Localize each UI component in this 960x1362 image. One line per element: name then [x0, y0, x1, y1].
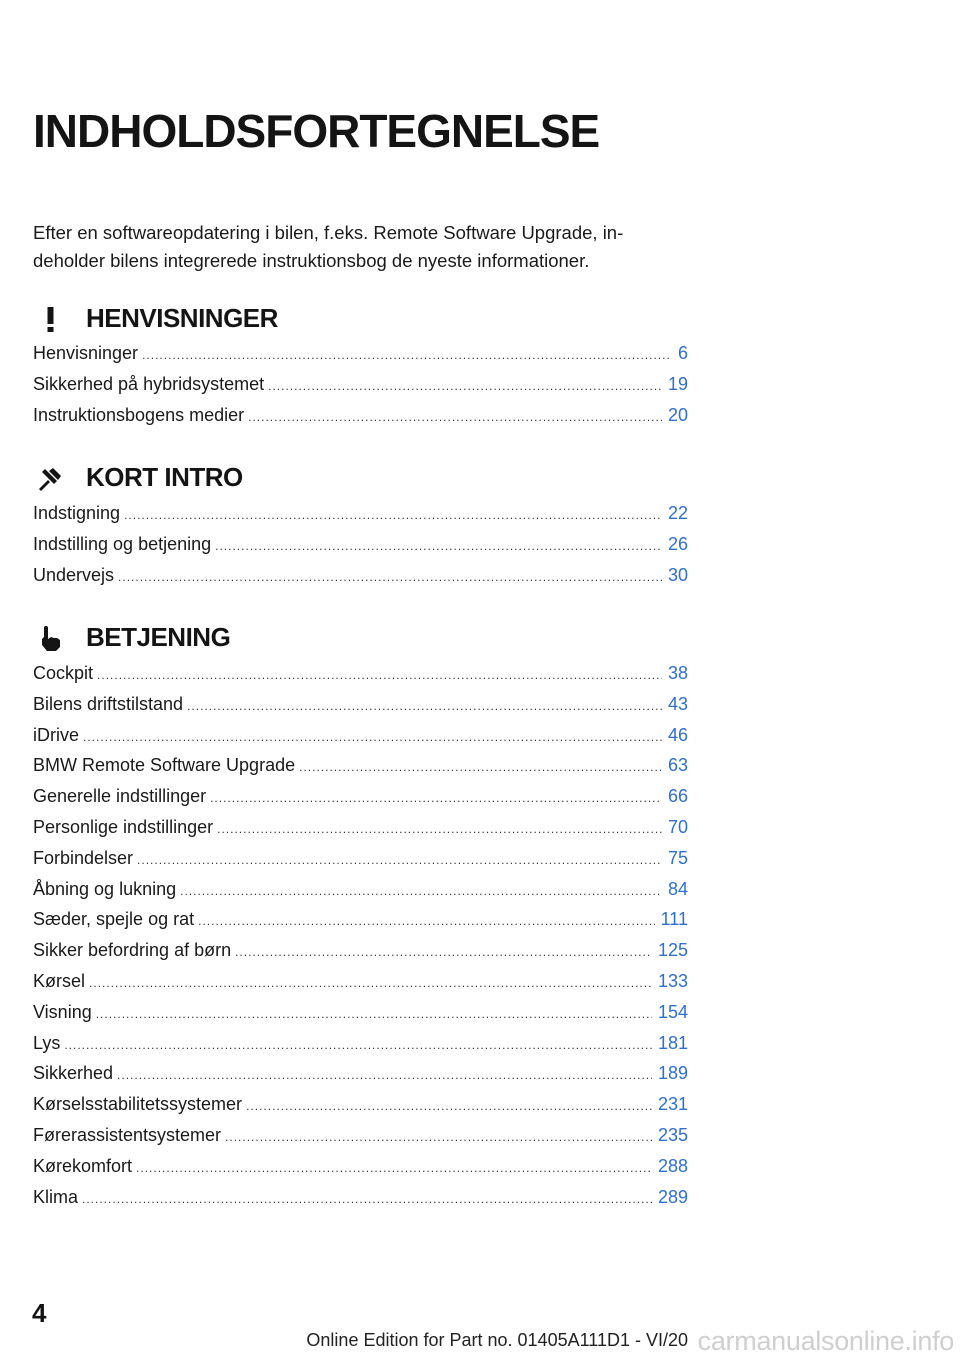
- toc-page-link[interactable]: 6: [677, 343, 688, 363]
- toc-entry[interactable]: [33, 1028, 688, 1059]
- toc-page-link[interactable]: 289: [657, 1186, 688, 1207]
- toc-entry-label: Kørsel: [33, 970, 86, 991]
- toc-page-link[interactable]: 22: [667, 503, 688, 523]
- toc-page-link[interactable]: 84: [667, 878, 688, 899]
- dot-leader: [118, 562, 662, 591]
- toc-entry[interactable]: [33, 1089, 688, 1120]
- toc-entry[interactable]: [33, 935, 688, 966]
- section-title: KORT INTRO: [86, 462, 243, 492]
- toc-page-link[interactable]: 189: [657, 1063, 688, 1084]
- toc-entry[interactable]: [33, 1151, 688, 1182]
- toc-entry[interactable]: [33, 1182, 688, 1213]
- dot-leader: [124, 500, 662, 529]
- dot-leader: [137, 845, 662, 874]
- toc-entry[interactable]: [33, 560, 688, 591]
- page-number: 4: [32, 1298, 47, 1328]
- toc-entry[interactable]: [33, 812, 688, 843]
- dot-leader: [83, 722, 662, 751]
- toc-entry[interactable]: [33, 658, 688, 689]
- toc-entry-label: Generelle indstillinger: [33, 786, 207, 807]
- toc-entry[interactable]: [33, 369, 688, 400]
- exclamation-icon: [36, 304, 66, 334]
- section-title: BETJENING: [86, 622, 231, 652]
- toc-page-link[interactable]: 288: [657, 1155, 688, 1176]
- toc-entry-label: Indstigning: [33, 503, 121, 523]
- toc-entry[interactable]: [33, 498, 688, 529]
- dot-leader: [215, 531, 662, 560]
- toc-entry[interactable]: [33, 904, 688, 935]
- dot-leader: [136, 1153, 652, 1182]
- toc-list-betjening: [33, 658, 688, 1212]
- pushpin-icon: [36, 463, 66, 493]
- dot-leader: [96, 999, 652, 1028]
- dot-leader: [180, 876, 662, 905]
- toc-entry-label: Sæder, spejle og rat: [33, 909, 195, 930]
- toc-entry[interactable]: [33, 400, 688, 431]
- toc-entry[interactable]: [33, 720, 688, 751]
- pointing-hand-icon: [36, 623, 66, 653]
- section-betjening: [0, 619, 720, 659]
- toc-entry-label: Sikkerhed: [33, 1063, 114, 1084]
- toc-page-link[interactable]: 75: [667, 847, 688, 868]
- intro-line-1: Efter en softwareopdatering i bilen, f.eks. Remote Software Upgrade, in-: [33, 222, 624, 243]
- toc-page-link[interactable]: 231: [657, 1094, 688, 1115]
- toc-entry[interactable]: [33, 966, 688, 997]
- toc-entry-label: Kørselsstabilitetssystemer: [33, 1094, 243, 1115]
- toc-entry[interactable]: [33, 843, 688, 874]
- toc-entry-label: Klima: [33, 1186, 79, 1207]
- intro-text: [33, 219, 713, 275]
- toc-entry[interactable]: [33, 338, 688, 369]
- toc-entry[interactable]: [33, 781, 688, 812]
- page-title: INDHOLDSFORTEGNELSE: [33, 105, 600, 157]
- section-header: [0, 300, 720, 340]
- dot-leader: [64, 1030, 652, 1059]
- toc-entry[interactable]: [33, 1058, 688, 1089]
- toc-entry-label: Lys: [33, 1032, 61, 1053]
- toc-page-link[interactable]: 63: [667, 755, 688, 776]
- toc-page-link[interactable]: 181: [657, 1032, 688, 1053]
- toc-page-link[interactable]: 19: [667, 373, 688, 394]
- toc-entry-label: Undervejs: [33, 564, 115, 585]
- toc-entry-label: Førerassistentsystemer: [33, 1124, 222, 1145]
- toc-entry-label: Kørekomfort: [33, 1155, 133, 1176]
- section-title: HENVISNINGER: [86, 303, 278, 333]
- toc-entry-label: Sikkerhed på hybridsystemet: [33, 373, 265, 394]
- toc-entry[interactable]: [33, 874, 688, 905]
- toc-page-link[interactable]: 46: [667, 724, 688, 745]
- toc-page-link[interactable]: 38: [667, 663, 688, 683]
- section-header: [0, 619, 720, 659]
- toc-entry-label: Visning: [33, 1001, 92, 1022]
- dot-leader: [235, 937, 652, 966]
- toc-list-kort-intro: [33, 498, 688, 590]
- toc-page-link[interactable]: 26: [667, 533, 688, 554]
- toc-entry-label: Forbindelser: [33, 847, 134, 868]
- section-henvisninger: [0, 300, 720, 340]
- toc-entry[interactable]: [33, 1120, 688, 1151]
- toc-page-link[interactable]: 235: [657, 1124, 688, 1145]
- dot-leader: [198, 906, 655, 935]
- dot-leader: [187, 691, 662, 720]
- dot-leader: [268, 371, 662, 400]
- toc-entry[interactable]: [33, 750, 688, 781]
- toc-page-link[interactable]: 43: [667, 693, 688, 714]
- toc-entry-label: BMW Remote Software Upgrade: [33, 755, 296, 776]
- dot-leader: [117, 1060, 652, 1089]
- toc-entry-label: Henvisninger: [33, 343, 139, 363]
- dot-leader: [248, 402, 662, 431]
- dot-leader: [299, 752, 662, 781]
- dot-leader: [142, 340, 672, 369]
- toc-entry-label: iDrive: [33, 724, 80, 745]
- toc-entry-label: Cockpit: [33, 663, 94, 683]
- toc-page-link[interactable]: 66: [667, 786, 688, 807]
- watermark: carmanualsonline.info: [697, 1326, 954, 1356]
- toc-entry-label: Personlige indstillinger: [33, 816, 214, 837]
- dot-leader: [89, 968, 652, 997]
- dot-leader: [246, 1091, 652, 1120]
- dot-leader: [97, 660, 662, 689]
- toc-entry-label: Sikker befordring af børn: [33, 940, 232, 961]
- dot-leader: [217, 814, 662, 843]
- intro-line-2: deholder bilens integrerede instruktionsbog de nyeste informationer.: [33, 250, 590, 271]
- toc-page-link[interactable]: 111: [660, 909, 688, 930]
- dot-leader: [210, 783, 662, 812]
- toc-page-link[interactable]: 70: [667, 816, 688, 837]
- section-kort-intro: [0, 459, 720, 499]
- toc-page-link[interactable]: 154: [657, 1001, 688, 1022]
- toc-page-link[interactable]: 133: [657, 970, 688, 991]
- toc-entry[interactable]: [33, 997, 688, 1028]
- toc-page-link[interactable]: 20: [667, 404, 688, 425]
- section-header: [0, 459, 720, 499]
- toc-page-link[interactable]: 125: [657, 940, 688, 961]
- dot-leader: [82, 1184, 652, 1213]
- toc-list-henvisninger: [33, 338, 688, 430]
- toc-entry-label: Instruktionsbogens medier: [33, 404, 245, 425]
- toc-entry[interactable]: [33, 689, 688, 720]
- toc-entry-label: Åbning og lukning: [33, 878, 177, 899]
- toc-page-link[interactable]: 30: [667, 564, 688, 585]
- toc-entry-label: Bilens driftstilstand: [33, 693, 184, 714]
- toc-entry[interactable]: [33, 529, 688, 560]
- dot-leader: [225, 1122, 652, 1151]
- edition-footer: Online Edition for Part no. 01405A111D1 - VI/20: [306, 1330, 688, 1350]
- toc-entry-label: Indstilling og betjening: [33, 533, 212, 554]
